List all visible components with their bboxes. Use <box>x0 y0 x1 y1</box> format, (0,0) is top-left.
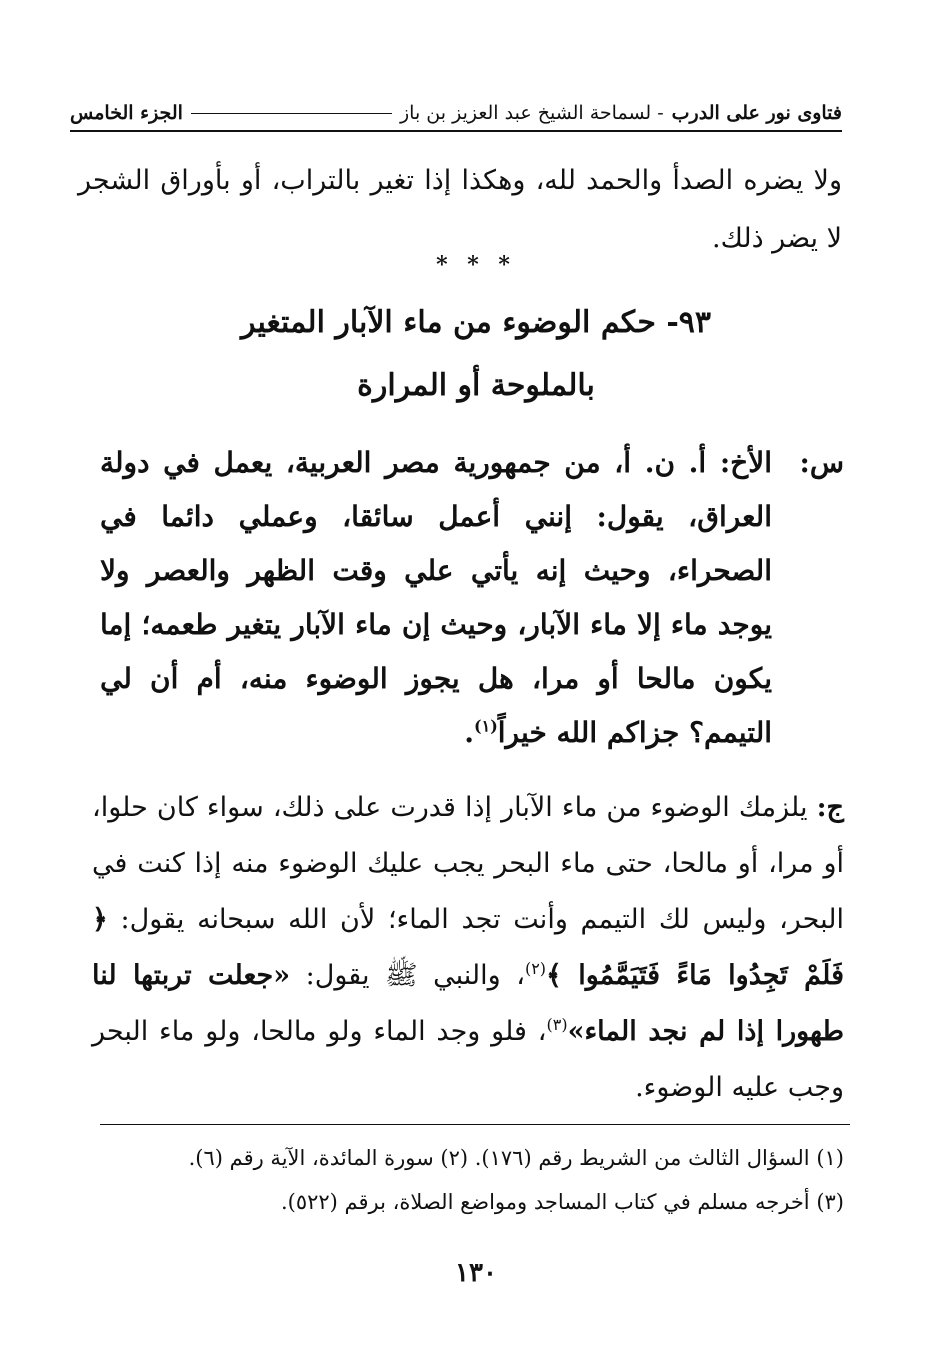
intro-paragraph: ولا يضره الصدأ والحمد لله، وهكذا إذا تغير بالتراب، أو بأوراق الشجر لا يضر ذلك. <box>78 165 842 254</box>
footnote-line-1: (١) السؤال الثالث من الشريط رقم (١٧٦). (٢) سورة المائدة، الآية رقم (٦). <box>188 1146 844 1170</box>
question-text: الأخ: أ. ن. أ، من جمهورية مصر العربية، يعمل في دولة العراق، يقول: إنني أعمل سائقا، وعملي دائما في الصحراء، وحيث إنه يأتي علي وقت الظهر والعصر ولا يوجد ماء إلا ماء الآبار، وحيث إن ماء الآبار يتغير طعمه؛ إما يكون مالحا أو مرا، هل يجوز الوضوء منه، أم أن لي التيمم؟ جزاكم الله خيراً <box>100 446 772 749</box>
answer-text-1: يلزمك الوضوء من ماء الآبار إذا قدرت على ذلك، سواء كان حلوا، أو مرا، أو مالحا، حتى ماء البحر يجب عليك الوضوء منه إذا كنت في البحر، وليس لك التيمم وأنت تجد الماء؛ لأن الله سبحانه يقول: <box>92 792 844 935</box>
question-end: . <box>464 716 475 749</box>
answer-prefix: ج: <box>816 792 844 823</box>
question-prefix: س: <box>799 446 844 479</box>
hadith-quote: «جعلت تربتها لنا طهورا إذا لم نجد الماء» <box>92 960 844 1047</box>
quran-verse: ﴿ فَلَمْ تَجِدُوا مَاءً فَتَيَمَّمُوا ﴾ <box>92 904 844 991</box>
footnote-ref-1: (١) <box>474 716 498 736</box>
header-rule <box>191 113 392 114</box>
answer-text-2: ، والنبي ﷺ يقول: <box>305 960 525 991</box>
answer-block <box>92 780 844 1116</box>
footnote-rule <box>100 1124 850 1125</box>
footnote-ref-3: (٣) <box>546 1015 568 1034</box>
answer-text-3: ، فلو وجد الماء ولو مالحا، ولو ماء البحر وجب عليه الوضوء. <box>92 1016 844 1103</box>
footnotes <box>92 1136 844 1224</box>
author-name: - لسماحة الشيخ عبد العزيز بن باز <box>400 102 664 124</box>
section-title-line-1: ٩٣- حكم الوضوء من ماء الآبار المتغير <box>240 305 712 340</box>
footnote-ref-2: (٢) <box>524 959 547 978</box>
question-block <box>100 436 844 760</box>
section-separator: * * * <box>436 252 516 278</box>
book-title: فتاوى نور على الدرب <box>671 102 842 124</box>
section-title-line-2: بالملوحة أو المرارة <box>357 368 595 403</box>
volume-label: الجزء الخامس <box>70 102 183 124</box>
page-number: ١٣٠ <box>455 1258 497 1288</box>
question-body <box>100 436 772 760</box>
running-header <box>70 96 842 132</box>
footnote-line-2: (٣) أخرجه مسلم في كتاب المساجد ومواضع الصلاة، برقم (٥٢٢). <box>280 1190 844 1214</box>
